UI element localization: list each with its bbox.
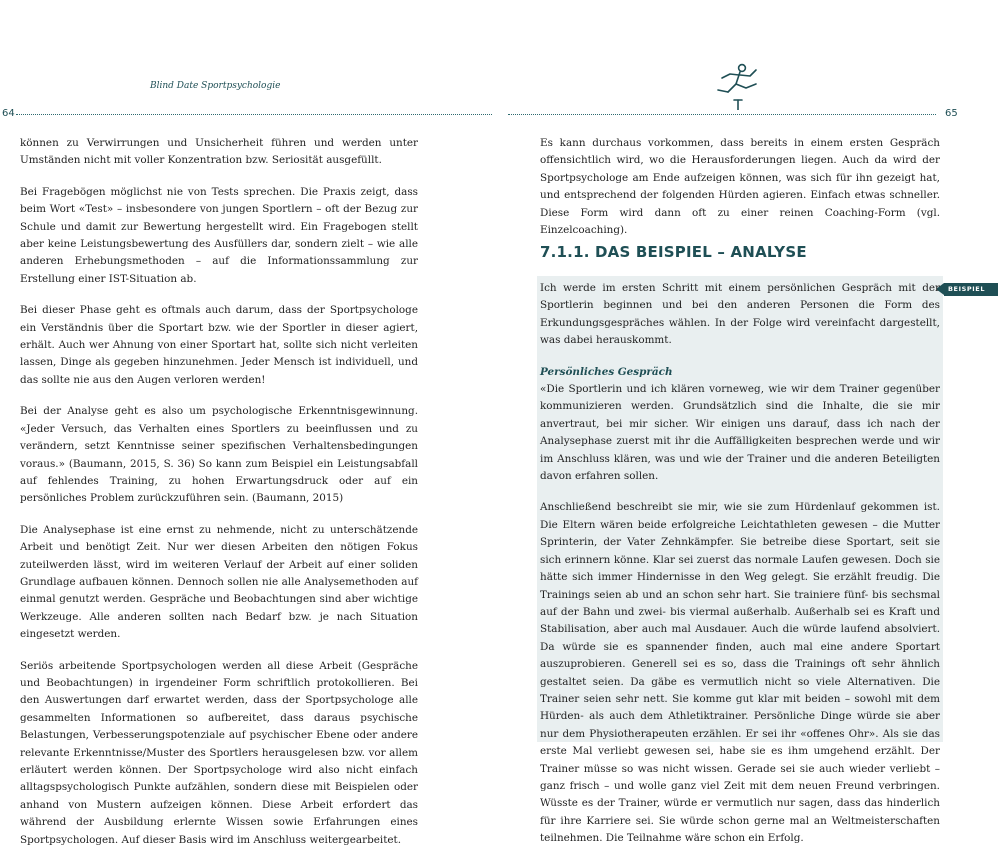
running-header: Blind Date Sportpsychologie <box>150 81 281 91</box>
header-rule-right <box>508 114 936 115</box>
example-subheading: Persönliches Gespräch <box>540 365 673 378</box>
paragraph: Es kann durchaus vorkommen, dass bereits in einem ersten Gespräch offensichtlich wird, wo die Herausforderungen liegen. Auch da wird der Sportpsychologe am Ende aufzeigen können, was sich für ihn gezeigt hat, und entsprechend der folgenden Hürden agieren. Einfach etwas schneller. Diese Form wird dann oft zu einer reinen Coaching-Form (vgl. Einzelcoaching). <box>540 137 940 237</box>
paragraph: können zu Verwirrungen und Unsicherheit führen und werden unter Umständen nicht mit voller Konzentration bzw. Seriosität ausgefüllt. <box>20 137 418 167</box>
paragraph: Seriös arbeitende Sportpsychologen werden all diese Arbeit (Gespräche und Beobachtungen) in irgendeiner Form schriftlich protokollieren. Bei den Auswertungen darf erwartet werden, dass der Sportpsychologe alle gesammelten Informationen so aufbereitet, dass daraus psychische Belastungen, Verbesserungspotenziale auf psychischer Ebene oder andere relevante Erkenntnisse/Muster des Sportlers herausgelesen bzw. vor allem erläutert werden können. Der Sportpsychologe wird also nicht einfach alltagspsychologisch Punkte aufzählen, sondern diese mit Beispielen oder anhand von Mustern aufzeigen können. Diese Arbeit erfordert das während der Ausbildung erlernte Wissen sowie Erfahrungen eines Sportpsychologen. Auf dieser Basis wird im Anschluss weitergearbeitet. <box>20 659 418 846</box>
paragraph: Ich werde im ersten Schritt mit einem persönlichen Gespräch mit der Sportlerin beginnen und bei den anderen Personen die Form des Erkundungsgespräches wählen. In der Folge wird vereinfacht dargestellt, was dabei herauskommt. <box>540 282 940 347</box>
left-column <box>20 135 418 863</box>
section-heading: 7.1.1. DAS BEISPIEL – ANALYSE <box>540 243 807 261</box>
example-badge: BEISPIEL <box>944 283 998 296</box>
paragraph: Bei Fragebögen möglichst nie von Tests sprechen. Die Praxis zeigt, dass beim Wort «Test» – insbesondere von jungen Sportlern – oft der Bezug zur Schule und damit zur Bewertung hergestellt wird. Ein Fragebogen stellt aber keine Leistungsbewertung des Ausfüllers dar, sondern zielt – wie alle anderen Erhebungsmethoden – auf die Informationssammlung zur Erstellung einer IST-Situation ab. <box>20 185 418 285</box>
paragraph: Bei der Analyse geht es also um psychologische Erkenntnisgewinnung. «Jeder Versuch, das Verhalten eines Sportlers zu beeinflussen und zu verändern, setzt Kenntnisse seiner spezifischen Verhaltensbedingungen voraus.» (Baumann, 2015, S. 36) So kann zum Beispiel ein Leistungsabfall auf fehlendes Training, zu hohen Erwartungsdruck oder auf ein persönliches Problem zurückzuführen sein. (Baumann, 2015) <box>20 405 418 505</box>
page-number-right: 65 <box>945 108 958 119</box>
paragraph: Anschließend beschreibt sie mir, wie sie zum Hürdenlauf gekommen ist. Die Eltern wären beide erfolgreiche Leichtathleten gewesen – die Mutter Sprinterin, der Vater Zehnkämpfer. Sie betreibe diese Sportart, seit sie sich erinnern könne. Klar sei zuerst das normale Laufen gewesen. Doch sie hätte sich immer Hindernisse in den Weg gelegt. Sie erzählt freudig. Die Trainings seien ab und an schon sehr hart. Sie trainiere fünf- bis sechsmal auf der Bahn und zwei- bis viermal außerhalb. Außerhalb sei es Kraft und Stabilisation, aber auch mal Ausdauer. Auch die würde laufend absolviert. Da würde sie es spannender finden, auch mal eine andere Sportart auszuprobieren. Generell sei es so, dass die Trainings oft sehr ähnlich gestaltet seien. Da gäbe es vermutlich nicht so viele Alternativen. Die Trainer seien sehr nett. Sie komme gut klar mit beiden – sowohl mit dem Hürden- als auch dem Athletiktrainer. Persönliche Dinge würde sie aber nur dem Physiotherapeuten erzählen. Er sei ihr «offenes Ohr». Als sie das erste Mal verliebt gewesen sei, habe sie es ihm umgehend erzählt. Der Trainer müsse so was nicht wissen. Gerade sei sie auch wieder verliebt – ganz frisch – und wolle ganz viel Zeit mit dem neuen Freund verbringen. Wüsste es der Trainer, würde er vermutlich nur sagen, dass das hinderlich für ihre Karriere sei. Sie würde schon gerne mal an Weltmeisterschaften teilnehmen. Die Teilnahme wäre schon ein Erfolg. <box>540 501 940 845</box>
hurdler-icon <box>712 60 768 110</box>
example-text <box>540 280 940 862</box>
paragraph: «Die Sportlerin und ich klären vorneweg, wie wir dem Trainer gegenüber kommunizieren werden. Grundsätzlich sind die Inhalte, die sie mir anvertraut, bei mir sicher. Wir einigen uns darauf, dass ich nach der Analysephase zuerst mit ihr die Auffälligkeiten besprechen werde und wir im Anschluss klären, was und wie der Trainer und die anderen Beteiligten davon erfahren sollen. <box>540 383 940 483</box>
paragraph: Die Analysephase ist eine ernst zu nehmende, nicht zu unterschätzende Arbeit und benötigt Zeit. Nur wer diesen Arbeiten den nötigen Fokus zuteilwerden lässt, wird im weiteren Verlauf der Arbeit auf einer soliden Grundlage aufbauen können. Dennoch sollen nie alle Analysemethoden auf einmal genutzt werden. Gespräche und Beobachtungen sind aber wichtige Werkzeuge. Alle anderen sollten nach Bedarf bzw. je nach Situation eingesetzt werden. <box>20 523 418 641</box>
page-number-left: 64 <box>2 108 15 119</box>
right-column-intro <box>540 135 940 253</box>
header-rule-left <box>16 114 492 115</box>
paragraph: Bei dieser Phase geht es oftmals auch darum, dass der Sportpsychologe ein Verständnis über die Sportart bzw. wie der Sportler in dieser agiert, erhält. Auch wer Ahnung von einer Sportart hat, sollte sich nicht verleiten lassen, Dinge als gegeben hinzunehmen. Jeder Mensch ist individuell, und das sollte nie aus den Augen verloren werden! <box>20 304 418 386</box>
